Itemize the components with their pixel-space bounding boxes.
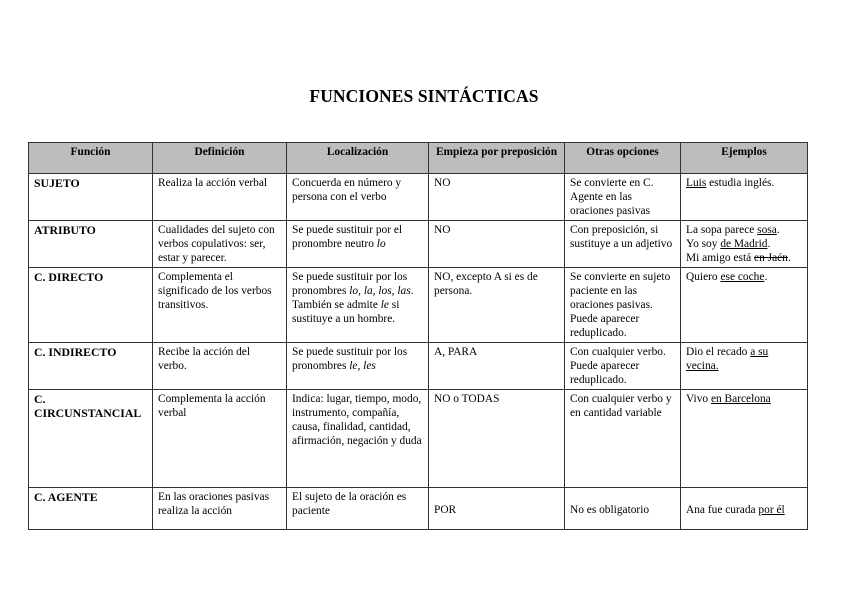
cell-definicion: Cualidades del sujeto con verbos copulativos: ser, estar y parecer.	[153, 221, 287, 268]
example-line	[686, 223, 802, 237]
header-preposicion: Empieza por preposición	[429, 143, 565, 174]
functions-table	[28, 142, 808, 530]
example-text: Yo soy	[686, 238, 721, 250]
cell-funcion: SUJETO	[29, 174, 153, 221]
example-strikethrough: en Jaén	[754, 252, 788, 264]
header-opciones: Otras opciones	[565, 143, 681, 174]
cell-ejemplos	[681, 221, 808, 268]
example-text: Mi amigo está	[686, 252, 755, 264]
cell-funcion: ATRIBUTO	[29, 221, 153, 268]
cell-localizacion: El sujeto de la oración es paciente	[287, 488, 429, 530]
cell-localizacion: Concuerda en número y persona con el verbo	[287, 174, 429, 221]
cell-funcion: C. AGENTE	[29, 488, 153, 530]
opciones-text: No es obligatorio	[570, 504, 650, 516]
page-title: FUNCIONES SINTÁCTICAS	[309, 86, 539, 106]
example-underlined: ese coche	[720, 271, 765, 283]
example-underlined: por él	[758, 504, 785, 516]
header-definicion: Definición	[153, 143, 287, 174]
header-localizacion: Localización	[287, 143, 429, 174]
cell-opciones: Se convierte en sujeto paciente en las oraciones pasivas. Puede aparecer reduplicado.	[565, 268, 681, 343]
loc-text: . También se admite	[292, 285, 414, 311]
cell-opciones: Con cualquier verbo y en cantidad variable	[565, 390, 681, 488]
cell-opciones: Se convierte en C. Agente en las oraciones pasivas	[565, 174, 681, 221]
example-line	[686, 237, 802, 251]
example-text: Dio el recado	[686, 346, 751, 358]
loc-text: Se puede sustituir por los pronombres	[292, 346, 408, 372]
cell-preposicion: NO, excepto A si es de persona.	[429, 268, 565, 343]
cell-preposicion	[429, 488, 565, 530]
example-line	[686, 490, 802, 517]
example-line	[686, 251, 802, 265]
cell-preposicion: NO	[429, 174, 565, 221]
table-header-row	[29, 143, 808, 174]
table-row	[29, 268, 808, 343]
example-text: .	[764, 271, 768, 283]
table-row	[29, 390, 808, 488]
cell-localizacion	[287, 268, 429, 343]
example-underlined: a su vecina.	[686, 346, 769, 372]
header-funcion: Función	[29, 143, 153, 174]
example-text: Vivo	[686, 393, 711, 405]
cell-definicion: Recibe la acción del verbo.	[153, 343, 287, 390]
cell-ejemplos	[681, 268, 808, 343]
example-text: .	[787, 252, 791, 264]
cell-preposicion: NO o TODAS	[429, 390, 565, 488]
cell-ejemplos	[681, 488, 808, 530]
example-text: .	[776, 224, 780, 236]
cell-definicion: Complementa el significado de los verbos transitivos.	[153, 268, 287, 343]
loc-italic: le	[380, 299, 389, 311]
cell-funcion: C. DIRECTO	[29, 268, 153, 343]
cell-definicion: Realiza la acción verbal	[153, 174, 287, 221]
example-text: estudia inglés.	[706, 177, 775, 189]
cell-definicion: En las oraciones pasivas realiza la acción	[153, 488, 287, 530]
loc-italic: le, les	[349, 360, 376, 372]
cell-definicion: Complementa la acción verbal	[153, 390, 287, 488]
example-text: La sopa parece	[686, 224, 758, 236]
preposicion-text: POR	[434, 504, 457, 516]
cell-ejemplos	[681, 343, 808, 390]
loc-text: si sustituye a un hombre.	[292, 299, 400, 325]
cell-funcion: C. INDIRECTO	[29, 343, 153, 390]
cell-localizacion	[287, 221, 429, 268]
example-underlined: Luis	[686, 177, 707, 189]
table-row	[29, 221, 808, 268]
cell-opciones: Con cualquier verbo. Puede aparecer reduplicado.	[565, 343, 681, 390]
example-underlined: en Barcelona	[710, 393, 771, 405]
loc-text: Se puede sustituir por los pronombres	[292, 271, 408, 297]
example-text: .	[767, 238, 771, 250]
cell-ejemplos	[681, 174, 808, 221]
loc-italic: lo	[376, 238, 386, 250]
loc-italic: lo, la, los, las	[349, 285, 411, 297]
cell-opciones	[565, 488, 681, 530]
cell-localizacion	[287, 343, 429, 390]
table-row	[29, 174, 808, 221]
cell-funcion: C. CIRCUNSTANCIAL	[29, 390, 153, 488]
loc-text: Se puede sustituir por el pronombre neutro	[292, 224, 403, 250]
example-text: Ana fue curada	[686, 504, 759, 516]
cell-opciones: Con preposición, si sustituye a un adjetivo	[565, 221, 681, 268]
cell-ejemplos	[681, 390, 808, 488]
example-text: Quiero	[686, 271, 721, 283]
table-row	[29, 343, 808, 390]
example-underlined: sosa	[757, 224, 777, 236]
table-row	[29, 488, 808, 530]
example-underlined: de Madrid	[720, 238, 768, 250]
cell-preposicion: A, PARA	[429, 343, 565, 390]
header-ejemplos: Ejemplos	[681, 143, 808, 174]
cell-localizacion: Indica: lugar, tiempo, modo, instrumento, compañía, causa, finalidad, cantidad, afirmación, negación y duda	[287, 390, 429, 488]
cell-preposicion: NO	[429, 221, 565, 268]
